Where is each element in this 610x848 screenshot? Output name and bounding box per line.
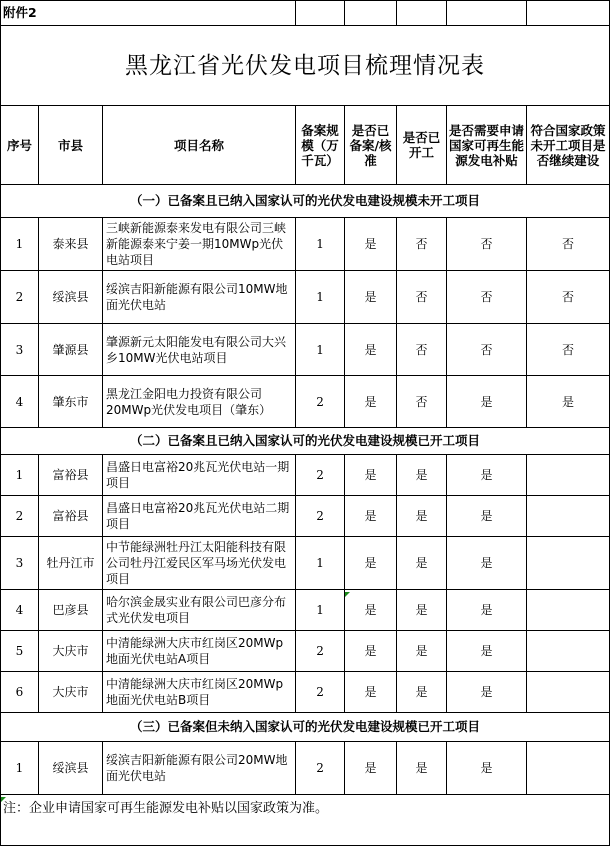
cell-filed: 是 <box>345 672 397 713</box>
section-row <box>1 428 610 455</box>
cell-subsidy: 否 <box>447 218 527 271</box>
cell-name: 哈尔滨金晟实业有限公司巴彦分布式光伏发电项目 <box>103 590 296 631</box>
cell-started: 是 <box>397 496 447 537</box>
cell-county: 富裕县 <box>39 455 103 496</box>
cell-name: 绥滨吉阳新能源有限公司10MW地面光伏电站 <box>103 271 296 324</box>
table-row <box>1 742 610 795</box>
cell-filed: 是 <box>345 324 397 376</box>
table-row <box>1 496 610 537</box>
cell-county: 富裕县 <box>39 496 103 537</box>
cell-scale: 2 <box>296 496 345 537</box>
cell-subsidy: 是 <box>447 376 527 428</box>
cell-filed: 是 <box>345 590 397 631</box>
cell-started: 是 <box>397 631 447 672</box>
comment-marker-icon <box>345 592 350 597</box>
cell-scale: 1 <box>296 537 345 590</box>
title-row <box>1 26 610 106</box>
section-row <box>1 713 610 742</box>
cell-scale: 2 <box>296 455 345 496</box>
cell-continue: 否 <box>527 271 610 324</box>
cell-subsidy: 否 <box>447 324 527 376</box>
cell-subsidy: 否 <box>447 271 527 324</box>
cell-seq: 4 <box>1 590 39 631</box>
cell-scale: 1 <box>296 218 345 271</box>
table-row <box>1 271 610 324</box>
cell-continue <box>527 672 610 713</box>
table-row <box>1 672 610 713</box>
section-title: （一）已备案且已纳入国家认可的光伏发电建设规模未开工项目 <box>1 185 610 218</box>
header-continue: 符合国家政策未开工项目是否继续建设 <box>527 106 610 185</box>
section-row <box>1 185 610 218</box>
table-row <box>1 590 610 631</box>
cell-started: 是 <box>397 537 447 590</box>
cell-name: 绥滨吉阳新能源有限公司20MW地面光伏电站 <box>103 742 296 795</box>
cell-subsidy: 是 <box>447 496 527 537</box>
cell-started: 是 <box>397 455 447 496</box>
footnote: 注：企业申请国家可再生能源发电补贴以国家政策为准。 <box>1 795 610 846</box>
cell-name: 中节能绿洲牡丹江太阳能科技有限公司牡丹江爱民区军马场光伏发电项目 <box>103 537 296 590</box>
table-row <box>1 218 610 271</box>
cell-name: 中清能绿洲大庆市红岗区20MWp地面光伏电站B项目 <box>103 672 296 713</box>
cell-started: 否 <box>397 324 447 376</box>
cell-filed: 是 <box>345 537 397 590</box>
cell-subsidy: 是 <box>447 590 527 631</box>
header-project-name: 项目名称 <box>103 106 296 185</box>
cell-seq: 3 <box>1 324 39 376</box>
table-row <box>1 376 610 428</box>
section-title: （二）已备案且已纳入国家认可的光伏发电建设规模已开工项目 <box>1 428 610 455</box>
cell-started: 是 <box>397 590 447 631</box>
cell-name: 中清能绿洲大庆市红岗区20MWp地面光伏电站A项目 <box>103 631 296 672</box>
cell-name: 昌盛日电富裕20兆瓦光伏电站一期项目 <box>103 455 296 496</box>
cell-seq: 1 <box>1 455 39 496</box>
cell-continue <box>527 590 610 631</box>
cell-filed: 是 <box>345 455 397 496</box>
note-row <box>1 795 610 846</box>
cell-filed: 是 <box>345 376 397 428</box>
cell-seq: 2 <box>1 496 39 537</box>
cell-started: 是 <box>397 742 447 795</box>
cell-county: 牡丹江市 <box>39 537 103 590</box>
page-title: 黑龙江省光伏发电项目梳理情况表 <box>1 26 610 106</box>
header-subsidy: 是否需要申请国家可再生能源发电补贴 <box>447 106 527 185</box>
header-row <box>1 106 610 185</box>
cell-subsidy: 是 <box>447 455 527 496</box>
cell-county: 泰来县 <box>39 218 103 271</box>
cell-filed: 是 <box>345 631 397 672</box>
cell-continue <box>527 631 610 672</box>
cell-county: 肇东市 <box>39 376 103 428</box>
table-row <box>1 537 610 590</box>
header-scale: 备案规模（万千瓦） <box>296 106 345 185</box>
cell-county: 大庆市 <box>39 672 103 713</box>
cell-seq: 2 <box>1 271 39 324</box>
cell-continue <box>527 537 610 590</box>
cell-started: 否 <box>397 218 447 271</box>
cell-seq: 1 <box>1 742 39 795</box>
cell-seq: 6 <box>1 672 39 713</box>
header-filed: 是否已备案/核准 <box>345 106 397 185</box>
table-row <box>1 324 610 376</box>
cell-scale: 2 <box>296 672 345 713</box>
cell-county: 肇源县 <box>39 324 103 376</box>
cell-started: 否 <box>397 271 447 324</box>
cell-filed: 是 <box>345 271 397 324</box>
attachment-label: 附件2 <box>1 1 296 26</box>
header-county: 市县 <box>39 106 103 185</box>
cell-continue: 否 <box>527 218 610 271</box>
comment-marker-icon <box>1 797 6 802</box>
cell-county: 大庆市 <box>39 631 103 672</box>
cell-continue <box>527 455 610 496</box>
header-seq: 序号 <box>1 106 39 185</box>
cell-subsidy: 是 <box>447 742 527 795</box>
cell-scale: 2 <box>296 631 345 672</box>
cell-subsidy: 是 <box>447 631 527 672</box>
cell-name: 肇源新元太阳能发电有限公司大兴乡10MW光伏电站项目 <box>103 324 296 376</box>
cell-scale: 1 <box>296 590 345 631</box>
cell-seq: 3 <box>1 537 39 590</box>
table-row <box>1 455 610 496</box>
cell-filed: 是 <box>345 496 397 537</box>
cell-name: 三峡新能源泰来发电有限公司三峡新能源泰来宁姜一期10MWp光伏电站项目 <box>103 218 296 271</box>
cell-scale: 2 <box>296 742 345 795</box>
cell-name: 黑龙江金阳电力投资有限公司20MWp光伏发电项目（肇东） <box>103 376 296 428</box>
cell-name: 昌盛日电富裕20兆瓦光伏电站二期项目 <box>103 496 296 537</box>
cell-scale: 2 <box>296 376 345 428</box>
cell-scale: 1 <box>296 324 345 376</box>
cell-county: 绥滨县 <box>39 271 103 324</box>
attachment-row <box>1 1 610 26</box>
cell-subsidy: 是 <box>447 672 527 713</box>
cell-continue <box>527 496 610 537</box>
cell-subsidy: 是 <box>447 537 527 590</box>
cell-county: 绥滨县 <box>39 742 103 795</box>
cell-started: 是 <box>397 672 447 713</box>
cell-scale: 1 <box>296 271 345 324</box>
cell-continue: 是 <box>527 376 610 428</box>
cell-continue <box>527 742 610 795</box>
header-started: 是否已开工 <box>397 106 447 185</box>
cell-seq: 5 <box>1 631 39 672</box>
cell-started: 否 <box>397 376 447 428</box>
cell-filed: 是 <box>345 742 397 795</box>
table-row <box>1 631 610 672</box>
cell-seq: 1 <box>1 218 39 271</box>
section-title: （三）已备案但未纳入国家认可的光伏发电建设规模已开工项目 <box>1 713 610 742</box>
cell-county: 巴彦县 <box>39 590 103 631</box>
cell-continue: 否 <box>527 324 610 376</box>
cell-filed: 是 <box>345 218 397 271</box>
cell-seq: 4 <box>1 376 39 428</box>
